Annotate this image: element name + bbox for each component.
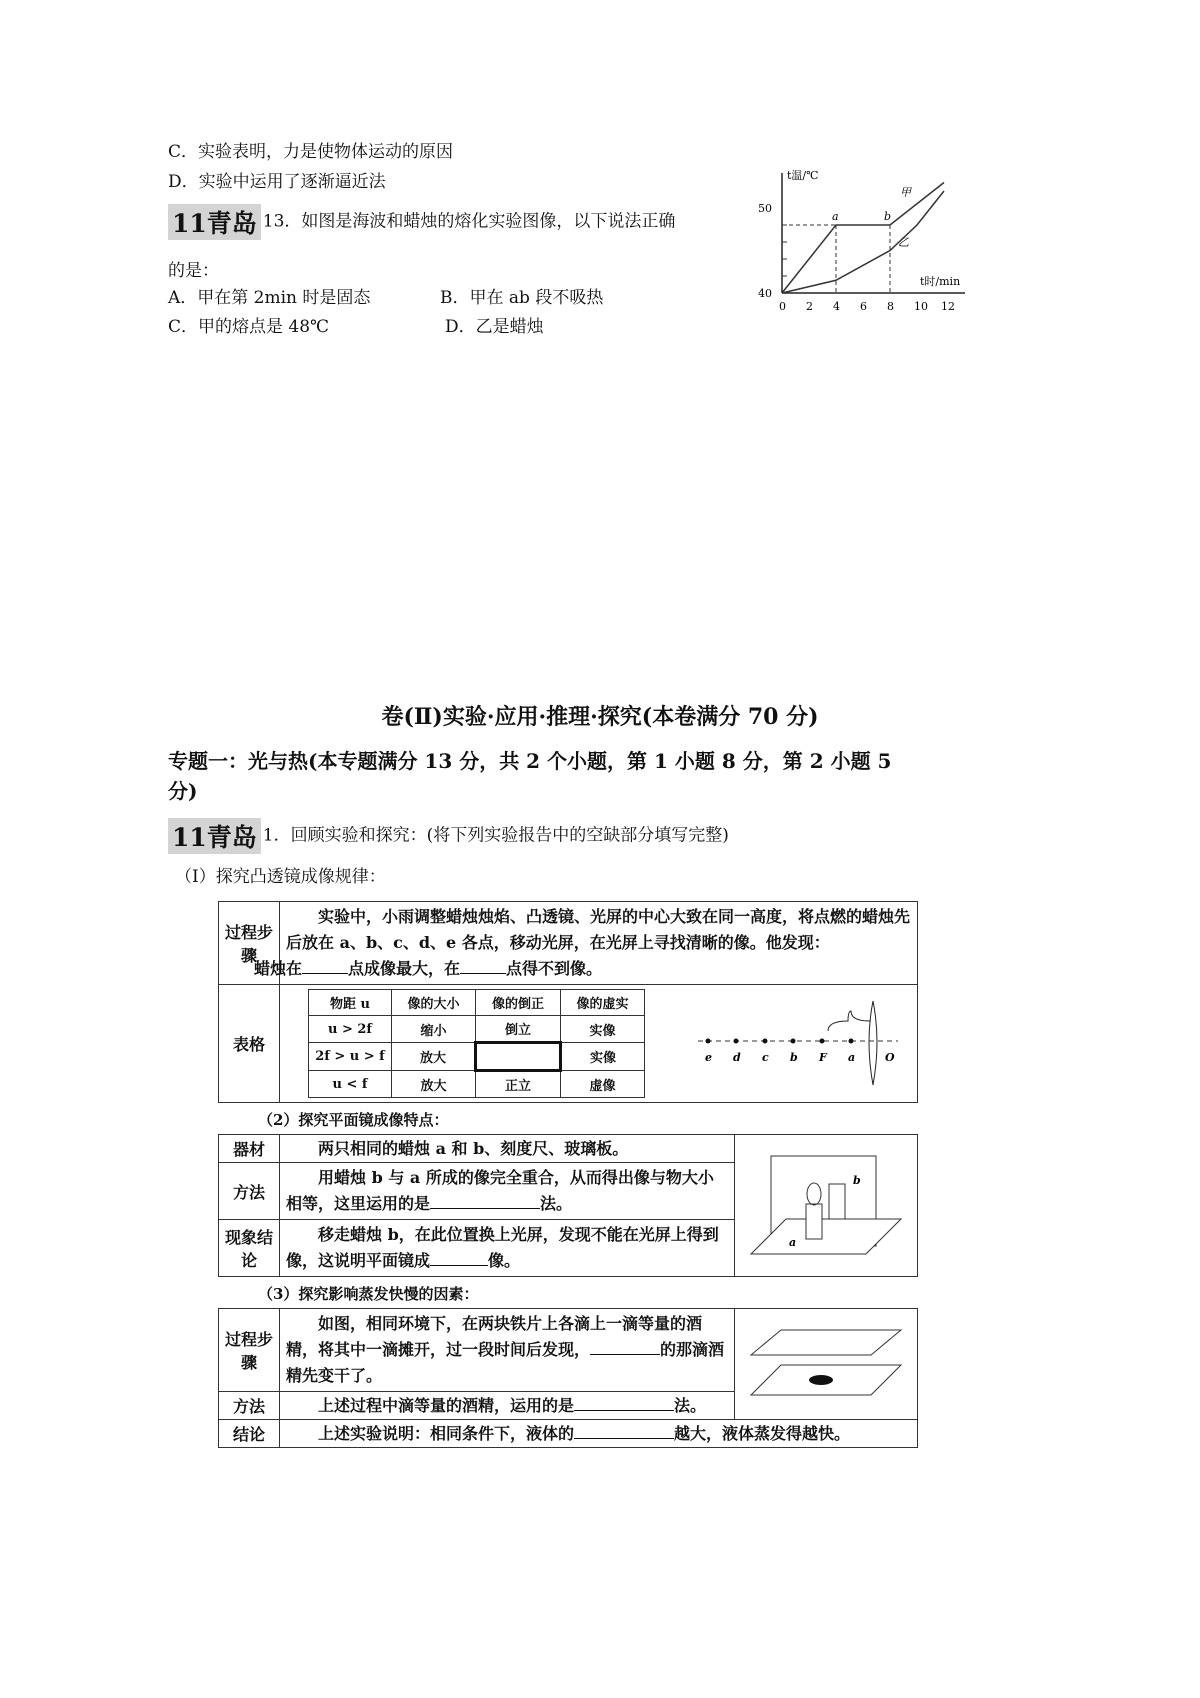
x-tick-label: 0 (779, 300, 786, 313)
point-label: c (762, 1051, 769, 1064)
x-tick-label: 4 (833, 300, 840, 313)
axis-point (820, 1039, 825, 1044)
x-tick-label: 12 (941, 300, 955, 313)
axis-point (849, 1039, 854, 1044)
candle-b-icon (829, 1184, 845, 1219)
iron-plate-icon (751, 1330, 901, 1355)
mirror-table (218, 1134, 918, 1277)
col-header: 物距 u (309, 990, 392, 1016)
text: 像。 (488, 1251, 521, 1270)
melting-graph (755, 165, 985, 325)
cell: u < f (309, 1071, 392, 1098)
col-header: 像的虚实 (561, 990, 645, 1016)
q1-stem: 1．回顾实验和探究：(将下列实验报告中的空缺部分填写完整) (262, 825, 729, 846)
evaporation-figure (735, 1309, 918, 1420)
x-tick-label: 8 (887, 300, 894, 313)
x-tick-label: 10 (914, 300, 928, 313)
topic-heading: 专题一：光与热(本专题满分 13 分，共 2 个小题，第 1 小题 8 分，第 2 小题 5 (168, 749, 892, 773)
annotation: b (884, 210, 892, 223)
point-label: e (705, 1051, 712, 1064)
text: 实验中，小雨调整蜡烛烛焰、凸透镜、光屏的中心大致在同一高度，将点燃的蜡烛先后放在 a、b、c、d、e 各点，移动光屏，在光屏上寻找清晰的像。他发现： (286, 907, 911, 952)
q12-option-d: D．实验中运用了逐渐逼近法 (168, 172, 386, 192)
blank-input[interactable] (574, 1438, 674, 1439)
row-header: 方法 (219, 1163, 280, 1220)
col-header: 像的倒正 (476, 990, 561, 1016)
mirror-figure (735, 1135, 918, 1277)
text: 上述实验说明：相同条件下，液体的 (318, 1423, 575, 1443)
lens-table (218, 901, 918, 1103)
text: 上述过程中滴等量的酒精，运用的是 (318, 1395, 575, 1415)
q13-option-b: B．甲在 ab 段不吸热 (440, 288, 604, 308)
axis-point (734, 1039, 739, 1044)
col-header: 像的大小 (392, 990, 476, 1016)
row-header: 现象结论 (219, 1220, 280, 1277)
point-label: b (790, 1051, 798, 1064)
part3-heading: （3）探究影响蒸发快慢的因素： (258, 1285, 479, 1303)
axis-point (791, 1039, 796, 1044)
text: 法。 (674, 1395, 707, 1415)
row-header: 器材 (219, 1135, 280, 1163)
row-header: 表格 (219, 985, 280, 1103)
q13-stem-cont: 的是： (168, 261, 219, 281)
y-tick-label: 50 (758, 202, 772, 215)
blank-input[interactable] (590, 1354, 660, 1355)
q13-option-a: A．甲在第 2min 时是固态 (168, 288, 371, 308)
text: 点得不到像。 (506, 959, 603, 978)
cell: 2f > u > f (309, 1043, 392, 1071)
blank-input[interactable] (574, 1410, 674, 1411)
section-title: 卷(Ⅱ)实验·应用·推理·探究(本卷满分 70 分) (381, 704, 819, 730)
cell: 放大 (392, 1071, 476, 1098)
row-header: 过程步骤 (219, 902, 280, 985)
source-badge: 11青岛 (168, 818, 261, 854)
axis-point (763, 1039, 768, 1044)
cell: u > 2f (309, 1016, 392, 1043)
x-tick-label: 2 (806, 300, 813, 313)
annotation: a (832, 210, 839, 223)
part1-heading: （I）探究凸透镜成像规律： (175, 867, 386, 887)
q13-option-d: D．乙是蜡烛 (445, 317, 544, 337)
text: 用蜡烛 b 与 a 所成的像完全重合，从而得出像与物大小相等，这里运用的是 (286, 1168, 714, 1213)
annotation: 乙 (898, 236, 909, 249)
cell: 虚像 (561, 1071, 645, 1098)
point-label: a (848, 1051, 856, 1064)
brace-icon (828, 1011, 870, 1031)
row-header: 过程步骤 (219, 1309, 280, 1392)
blank-input[interactable] (460, 973, 506, 974)
source-badge: 11青岛 (168, 204, 261, 240)
lens-icon (869, 1001, 877, 1085)
evaporation-table (218, 1308, 918, 1448)
y-axis-label: t温/℃ (787, 169, 819, 182)
cell: 缩小 (392, 1016, 476, 1043)
imaging-table (308, 989, 645, 1098)
svg-text:a: a (789, 1235, 797, 1249)
text: 越大，液体蒸发得越快。 (674, 1423, 851, 1443)
q12-option-c: C．实验表明，力是使物体运动的原因 (168, 142, 454, 162)
q13-stem: 13．如图是海波和蜡烛的熔化实验图像，以下说法正确 (262, 211, 676, 232)
svg-text:b: b (853, 1173, 861, 1187)
cell: 倒立 (476, 1016, 561, 1043)
y-tick-label: 40 (758, 287, 772, 300)
topic-heading-cont: 分) (168, 779, 198, 803)
part2-heading: （2）探究平面镜成像特点： (258, 1111, 449, 1129)
point-label: O (885, 1051, 895, 1064)
annotation: 甲 (900, 186, 911, 199)
blank-input[interactable] (430, 1208, 540, 1209)
point-label: d (733, 1051, 741, 1064)
blank-input[interactable] (302, 973, 348, 974)
row-header: 结论 (219, 1420, 280, 1448)
row-header: 方法 (219, 1392, 280, 1420)
q13-option-c: C．甲的熔点是 48℃ (168, 317, 330, 337)
cell: 正立 (476, 1071, 561, 1098)
text: 点成像最大，在 (348, 959, 461, 978)
blank-input[interactable] (430, 1265, 488, 1266)
cell: 实像 (561, 1043, 645, 1071)
point-label: F (819, 1051, 827, 1064)
text: 法。 (540, 1194, 573, 1213)
text: 蜡烛在 (254, 959, 303, 978)
blank-cell-input[interactable] (476, 1043, 561, 1071)
lens-axis-diagram (698, 993, 908, 1098)
alcohol-drop-icon (809, 1375, 833, 1385)
text: 移走蜡烛 b，在此位置换上光屏，发现不能在光屏上得到像，这说明平面镜成 (286, 1225, 719, 1270)
candle-a-icon (806, 1204, 822, 1239)
x-tick-label: 6 (860, 300, 867, 313)
text: 的那滴酒精先变干了。 (286, 1340, 725, 1385)
axis-point (706, 1039, 711, 1044)
text: 如图，相同环境下，在两块铁片上各滴上一滴等量的酒精，将其中一滴摊开，过一段时间后发现， (286, 1314, 703, 1359)
experiment-report (168, 862, 928, 1448)
cell: 放大 (392, 1043, 476, 1071)
cell: 实像 (561, 1016, 645, 1043)
x-axis-label: t时/min (920, 275, 961, 288)
text: 两只相同的蜡烛 a 和 b、刻度尺、玻璃板。 (280, 1135, 735, 1163)
